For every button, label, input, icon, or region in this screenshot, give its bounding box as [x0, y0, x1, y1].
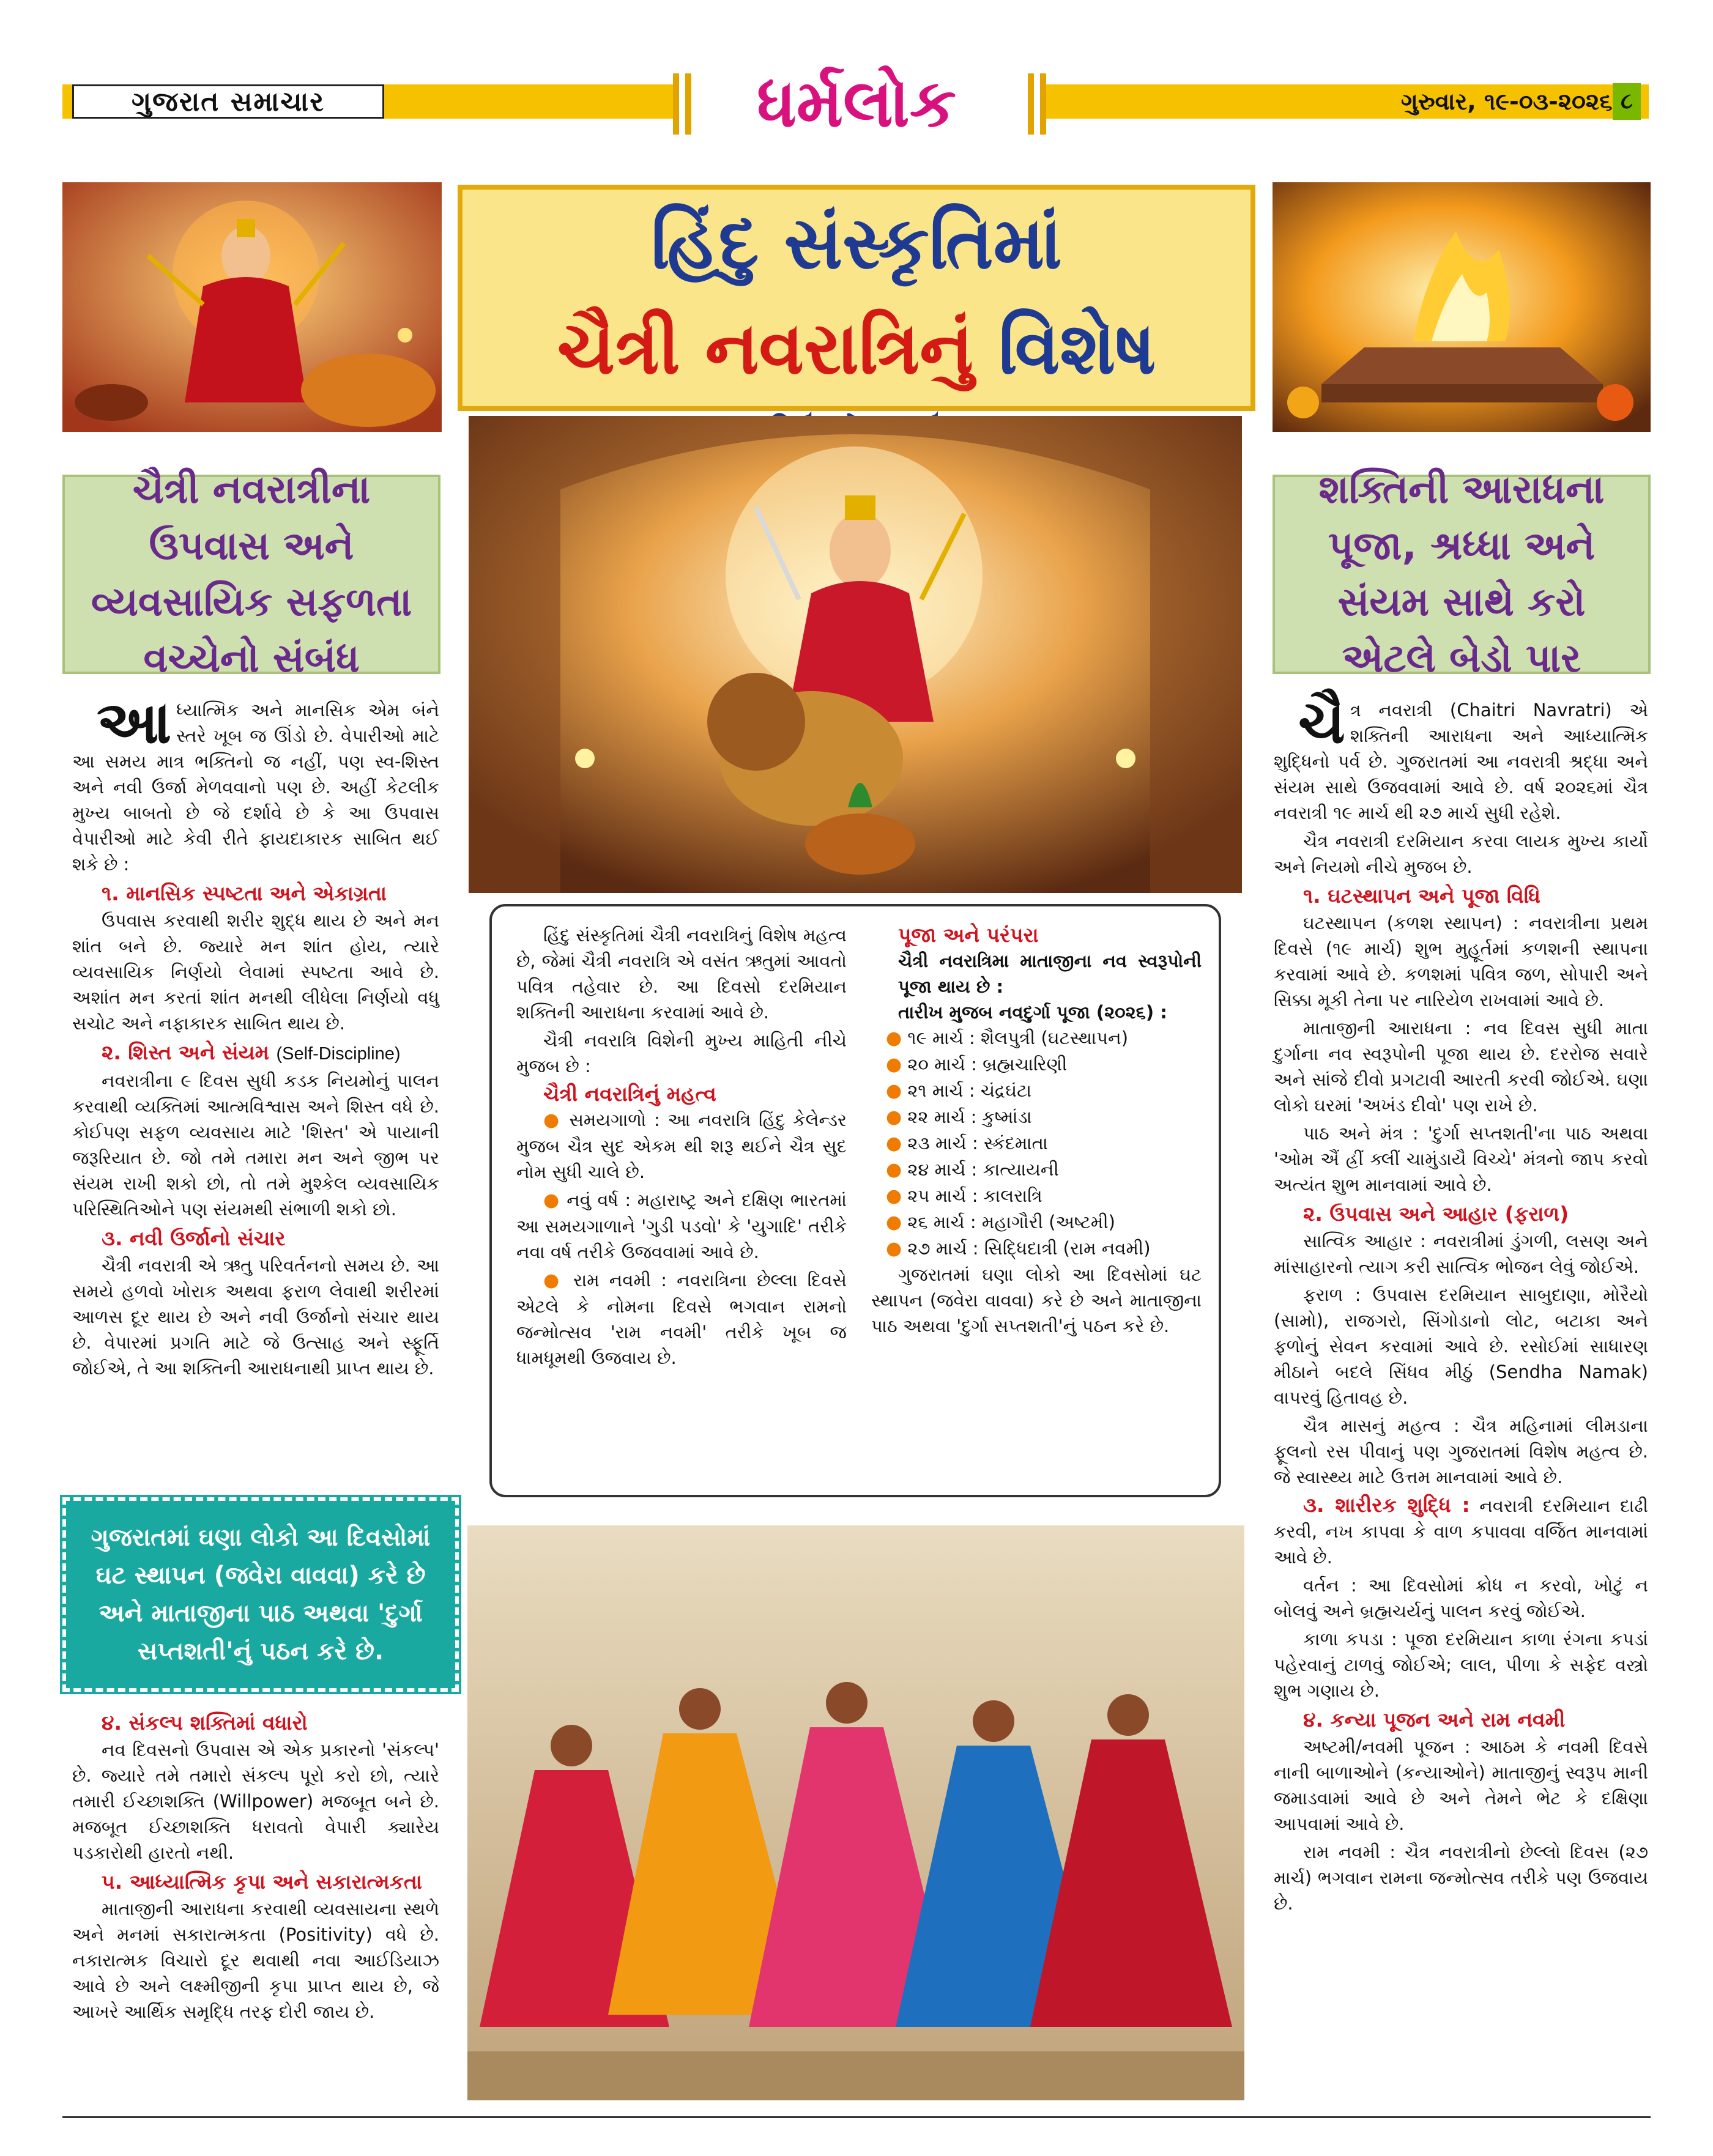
day-label: ૨૧ માર્ચ : ચંદ્રઘંટા: [907, 1080, 1032, 1101]
right-subhead: શક્તિની આરાધના પૂજા, શ્રધ્ધા અને સંયમ સાથે કરો એટલે બેડો પાર: [1273, 475, 1651, 674]
list-item: [871, 1078, 1202, 1104]
day-label: ૨૨ માર્ચ : કુષ્માંડા: [907, 1106, 1032, 1127]
right-column: [1274, 688, 1648, 1919]
headline-red-part: ચૈત્રી નવરાત્રિનું: [557, 306, 974, 390]
bullet-icon: ●: [886, 1238, 902, 1259]
left-para-1: ઉપવાસ કરવાથી શરીર શુદ્ધ થાય છે અને મન શાંત બને છે. જ્યારે મન શાંત હોય, ત્યારે વ્યવસાયિક નિર્ણયો લેવામાં સ્પષ્ટતા આવે છે. અશાંત મન કરતાં શાંત મનથી લીધેલા નિર્ણયો વધુ સચોટ અને નફાકારક સાબિત થાય છે.: [72, 910, 439, 1034]
dropcap: આ: [97, 688, 172, 757]
day-label: ૨૪ માર્ચ : કાત્યાયની: [907, 1159, 1059, 1180]
left-subhead: ચૈત્રી નવરાત્રીના ઉપવાસ અને વ્યવસાયિક સફળતા વચ્ચેનો સંબંધ: [62, 475, 440, 674]
bullet-icon: ●: [886, 1159, 902, 1180]
right-heading-4: ૪. કન્યા પૂજન અને રામ નવમી: [1303, 1708, 1566, 1732]
bullet-icon: ●: [886, 1133, 902, 1154]
left-para-5: માતાજીની આરાધના કરવાથી વ્યવસાયના સ્થળે અને મનમાં સકારાત્મકતા (Positivity) વધે છે. નકારાત્મક વિચારો દૂર થવાથી નવા આઈડિયાઝ આવે છે અને લક્ષ્મીજીની કૃપા પ્રાપ્ત થાય છે, જે આખરે આર્થિક સમૃદ્ધિ તરફ દોરી જાય છે.: [72, 1899, 439, 2022]
right-heading-1: ૧. ઘટસ્થાપન અને પૂજા વિધિ: [1303, 884, 1541, 908]
center-left-column: [516, 922, 847, 1373]
bullet-icon: ●: [543, 1190, 560, 1211]
bullet-icon: ●: [886, 1080, 902, 1102]
day-label: ૨૬ માર્ચ : મહાગૌરી (અષ્ટમી): [907, 1212, 1115, 1232]
day-label: ૨૭ માર્ચ : સિદ્ધિદાત્રી (રામ નવમી): [907, 1238, 1151, 1259]
list-item: [871, 1130, 1202, 1157]
left-heading-1: ૧. માનસિક સ્પષ્ટતા અને એકાગ્રતા: [102, 881, 387, 905]
right-para-9: અષ્ટમી/નવમી પૂજન : આઠમ કે નવમી દિવસે નાની બાળાઓને (કન્યાઓને) માતાજીનું સ્વરૂપ માની જમાડવામાં આવે છે અને તેમને ભેટ કે દક્ષિણા આપવામાં આવે છે.: [1274, 1736, 1648, 1834]
right-para-3: પાઠ અને મંત્ર : 'દુર્ગા સપ્તશતી'ના પાઠ અથવા 'ઓમ ઐં હ્રીં ક્લીં ચામુંડાયૈ વિચ્ચે' મંત્રનો જાપ કરવો અત્યંત શુભ માનવામાં આવે છે.: [1274, 1123, 1648, 1195]
bottom-rule: [62, 2116, 1651, 2118]
left-column-lower: [72, 1706, 439, 2027]
bullet-icon: ●: [886, 1212, 902, 1233]
center-right-closing: ગુજરાતમાં ઘણા લોકો આ દિવસોમાં ઘટ સ્થાપન (જવેરા વાવવા) કરે છે અને માતાજીના પાઠ અથવા 'દુર્ગા સપ્તશતી'નું પઠન કરે છે.: [871, 1264, 1202, 1336]
center-right-title: પૂજા અને પરંપરા: [898, 923, 1039, 947]
issue-date: ગુરુવાર, ૧૯-૦૩-૨૦૨૬: [1401, 88, 1613, 115]
headline-blue-part: વિશેષ: [998, 306, 1156, 390]
left-heading-4: ૪. સંકલ્પ શક્તિમાં વધારો: [102, 1711, 308, 1735]
navdurga-list: [871, 1025, 1202, 1262]
list-item: [871, 1104, 1202, 1130]
right-para-7: વર્તન : આ દિવસોમાં ક્રોધ ન કરવો, ખોટું ન બોલવું અને બ્રહ્મચર્યનું પાલન કરવું જોઈએ.: [1274, 1575, 1648, 1621]
list-item: [871, 1025, 1202, 1051]
havan-fire-image: [1273, 182, 1651, 432]
left-intro: ધ્યાત્મિક અને માનસિક એમ બંને સ્તરે ખૂબ જ ઊંડો છે. વેપારીઓ માટે આ સમય માત્ર ભક્તિનો જ નહીં, પણ સ્વ-શિસ્ત અને નવી ઉર્જા મેળવવાનો પણ છે. અહીં કેટલીક મુખ્ય બાબતો છે જે દર્શાવે છે કે આ ઉપવાસ વેપારીઓ માટે કેવી રીતે ફાયદાકારક સાબિત થઈ શકે છે :: [72, 700, 439, 875]
center-bullet-3: રામ નવમી : નવરાત્રિના છેલ્લા દિવસે એટલે કે નોમના દિવસે ભગવાન રામનો જન્મોત્સવ 'રામ નવમી' તરીકે ખૂબ જ ધામધૂમથી ઉજવાય છે.: [516, 1270, 847, 1368]
right-heading-3: ૩. શારીરક શુદ્ધિ :: [1303, 1493, 1470, 1517]
list-item: [871, 1209, 1202, 1235]
bullet-icon: ●: [886, 1054, 902, 1075]
goddess-on-lion-image: [469, 416, 1242, 893]
center-para-2: ચૈત્રી નવરાત્રિ વિશેની મુખ્ય માહિતી નીચે મુજબ છે :: [516, 1030, 847, 1076]
center-right-intro: ચૈત્રી નવરાત્રિમા માતાજીના નવ સ્વરૂપોની પૂજા થાય છે :: [898, 950, 1202, 997]
bullet-icon: ●: [886, 1185, 902, 1207]
left-heading-2: [72, 1040, 439, 1067]
right-intro-2: ચૈત્ર નવરાત્રી દરમિયાન કરવા લાયક મુખ્ય કાર્યો અને નિયમો નીચે મુજબ છે.: [1274, 831, 1648, 877]
garba-dancers-image: [467, 1525, 1244, 2100]
right-para-4: સાત્વિક આહાર : નવરાત્રીમાં ડુંગળી, લસણ અને માંસાહારનો ત્યાગ કરી સાત્વિક ભોજન લેવું જોઈએ.: [1274, 1231, 1648, 1277]
right-para-10: રામ નવમી : ચૈત્ર નવરાત્રીનો છેલ્લો દિવસ (૨૭ માર્ચ) ભગવાન રામના જન્મોત્સવ તરીકે પણ ઉજવાય છે.: [1274, 1842, 1648, 1914]
right-para-1: ઘટસ્થાપન (કળશ સ્થાપન) : નવરાત્રીના પ્રથમ દિવસે (૧૯ માર્ચ) શુભ મુહૂર્તમાં કળશની સ્થાપના કરવામાં આવે છે. કળશમાં પવિત્ર જળ, સોપારી અને સિક્કા મૂકી તેના પર નારિયેળ રાખવામાં આવે છે.: [1274, 913, 1648, 1010]
ornament-bar: [1028, 73, 1034, 135]
left-heading-3: ૩. નવી ઉર્જાનો સંચાર: [102, 1226, 286, 1250]
center-right-column: [871, 922, 1202, 1341]
bullet-icon: ●: [543, 1270, 564, 1291]
ornament-bar: [1040, 73, 1046, 135]
headline-box: [458, 185, 1255, 411]
supplement-title: ધર્મલોક: [757, 65, 956, 142]
right-para-5: ફરાળ : ઉપવાસ દરમિયાન સાબુદાણા, મોરૈયો (સામો), રાજગરો, સિંગોડાનો લોટ, બટાકા અને ફળોનું સેવન કરવામાં આવે છે. રસોઈમાં સાધારણ મીઠાને બદલે સિંધવ મીઠું (Sendha Namak) વાપરવું હિતાવહ છે.: [1274, 1284, 1648, 1408]
teal-quote-box: ગુજરાતમાં ઘણા લોકો આ દિવસોમાં ઘટ સ્થાપન (જવેરા વાવવા) કરે છે અને માતાજીના પાઠ અથવા 'દુર્ગા સપ્તશતી'નું પઠન કરે છે.: [62, 1497, 459, 1692]
list-item: [871, 1157, 1202, 1183]
right-para-6: ચૈત્ર માસનું મહત્વ : ચૈત્ર મહિનામાં લીમડાના ફૂલનો રસ પીવાનું પણ ગુજરાતમાં વિશેષ મહત્વ છે. જે સ્વાસ્થ્ય માટે ઉત્તમ માનવામાં આવે છે.: [1274, 1415, 1648, 1487]
right-intro: ત્ર નવરાત્રી (Chaitri Navratri) એ શક્તિની આરાધના અને આધ્યાત્મિક શુદ્ધિનો પર્વ છે. ગુજરાતમાં આ નવરાત્રી શ્રદ્ધા અને સંયમ સાથે ઉજવવામાં આવે છે. વર્ષ ૨૦૨૬માં ચૈત્ર નવરાત્રી ૧૯ માર્ચ થી ૨૭ માર્ચ સુધી રહેશે.: [1274, 700, 1648, 823]
left-column: [72, 688, 439, 1384]
center-para-1: હિંદુ સંસ્કૃતિમાં ચૈત્રી નવરાત્રિનું વિશેષ મહત્વ છે, જેમાં ચૈત્રી નવરાત્રિ એ વસંત ઋતુમાં આવતો પવિત્ર તહેવાર છે. આ દિવસો દરમિયાન શક્તિની આરાધના કરવામાં આવે છે.: [516, 925, 847, 1023]
ornament-bar: [673, 73, 679, 135]
list-item: [871, 1183, 1202, 1209]
left-para-3: ચૈત્રી નવરાત્રી એ ઋતુ પરિવર્તનનો સમય છે. આ સમયે હળવો ખોરાક અથવા ફરાળ લેવાથી શરીરમાં આળસ દૂર થાય છે અને નવી ઉર્જાનો સંચાર થાય છે. વેપારમાં પ્રગતિ માટે જે ઉત્સાહ અને સ્ફૂર્તિ જોઈએ, તે આ શક્તિની આરાધનાથી પ્રાપ્ત થાય છે.: [72, 1255, 439, 1379]
right-para-2: માતાજીની આરાધના : નવ દિવસ સુધી માતા દુર્ગાના નવ સ્વરૂપોની પૂજા થાય છે. દરરોજ સવારે અને સાંજે દીવો પ્રગટાવી આરતી કરવી જોઈએ. ઘણા લોકો ઘરમાં 'અખંડ દીવો' પણ રાખે છે.: [1274, 1018, 1648, 1116]
bullet-icon: ●: [886, 1028, 902, 1049]
left-heading-2-en: (Self-Discipline): [276, 1044, 401, 1064]
center-left-title: ચૈત્રી નવરાત્રિનું મહત્વ: [543, 1082, 716, 1106]
newspaper-name: ગુજરાત સમાચાર: [72, 84, 384, 119]
left-para-4: નવ દિવસનો ઉપવાસ એ એક પ્રકારનો 'સંકલ્પ' છે. જ્યારે તમે તમારો સંકલ્પ પૂરો કરો છો, ત્યારે તમારી ઈચ્છાશક્તિ (Willpower) મજબૂત બને છે. મજબૂત ઈચ્છાશક્તિ ધરાવતો વેપારી ક્યારેય પડકારોથી હારતો નથી.: [72, 1739, 439, 1863]
left-heading-2-text: ૨. શિસ્ત અને સંયમ: [102, 1040, 269, 1064]
navdurga-list-title: તારીખ મુજબ નવદુર્ગા પૂજા (૨૦૨૬) :: [898, 1002, 1167, 1023]
day-label: ૨૫ માર્ચ : કાલરાત્રિ: [907, 1185, 1042, 1206]
day-label: ૧૯ માર્ચ : શૈલપુત્રી (ઘટસ્થાપન): [907, 1028, 1129, 1048]
center-bullet-1: સમયગાળો : આ નવરાત્રિ હિંદુ કેલેન્ડર મુજબ ચૈત્ર સુદ એકમ થી શરૂ થઈને ચૈત્ર સુદ નોમ સુધી ચાલે છે.: [516, 1109, 847, 1182]
bullet-icon: ●: [543, 1109, 562, 1131]
headline-line1: હિંદુ સંસ્કૃતિમાં: [650, 201, 1063, 285]
center-bullet-2: નવું વર્ષ : મહારાષ્ટ્ર અને દક્ષિણ ભારતમાં આ સમયગાળાને 'ગુડી પડવો' કે 'યુગાદિ' તરીકે નવા વર્ષ તરીકે ઉજવવામાં આવે છે.: [516, 1190, 847, 1262]
left-heading-5: ૫. આધ્યાત્મિક કૃપા અને સકારાત્મકતા: [102, 1870, 422, 1894]
right-para-8: કાળા કપડા : પૂજા દરમિયાન કાળા રંગના કપડાં પહેરવાનું ટાળવું જોઈએ; લાલ, પીળા કે સફેદ વસ્ત્રો શુભ ગણાય છે.: [1274, 1629, 1648, 1701]
center-info-box: [489, 904, 1221, 1497]
list-item: [871, 1051, 1202, 1078]
day-label: ૨૩ માર્ચ : સ્કંદમાતા: [907, 1133, 1048, 1154]
page-number: ૮: [1613, 83, 1641, 120]
list-item: [871, 1235, 1202, 1262]
right-heading-3-tail: નવરાત્રી દરમિયાન દાઢી કરવી, નખ કાપવા કે વાળ કપાવવા વર્જિત માનવામાં આવે છે.: [1274, 1495, 1648, 1568]
day-label: ૨૦ માર્ચ : બ્રહ્મચારિણી: [907, 1054, 1068, 1075]
dropcap: ચૈ: [1298, 688, 1345, 757]
right-heading-2: ૨. ઉપવાસ અને આહાર (ફરાળ): [1303, 1202, 1569, 1226]
left-para-2: નવરાત્રીના ૯ દિવસ સુધી કડક નિયમોનું પાલન કરવાથી વ્યક્તિમાં આત્મવિશ્વાસ અને શિસ્ત વધે છે. કોઈપણ સફળ વ્યવસાય માટે 'શિસ્ત' એ પાયાની જરૂરિયાત છે. જો તમે તમારા મન અને જીભ પર સંયમ રાખી શકો છો, તો તમે મુશ્કેલ વ્યવસાયિક પરિસ્થિતિઓને પણ સંયમથી સંભાળી શકો છો.: [72, 1070, 439, 1220]
goddess-durga-image: [62, 182, 442, 432]
ornament-bar: [685, 73, 691, 135]
bullet-icon: ●: [886, 1106, 902, 1128]
